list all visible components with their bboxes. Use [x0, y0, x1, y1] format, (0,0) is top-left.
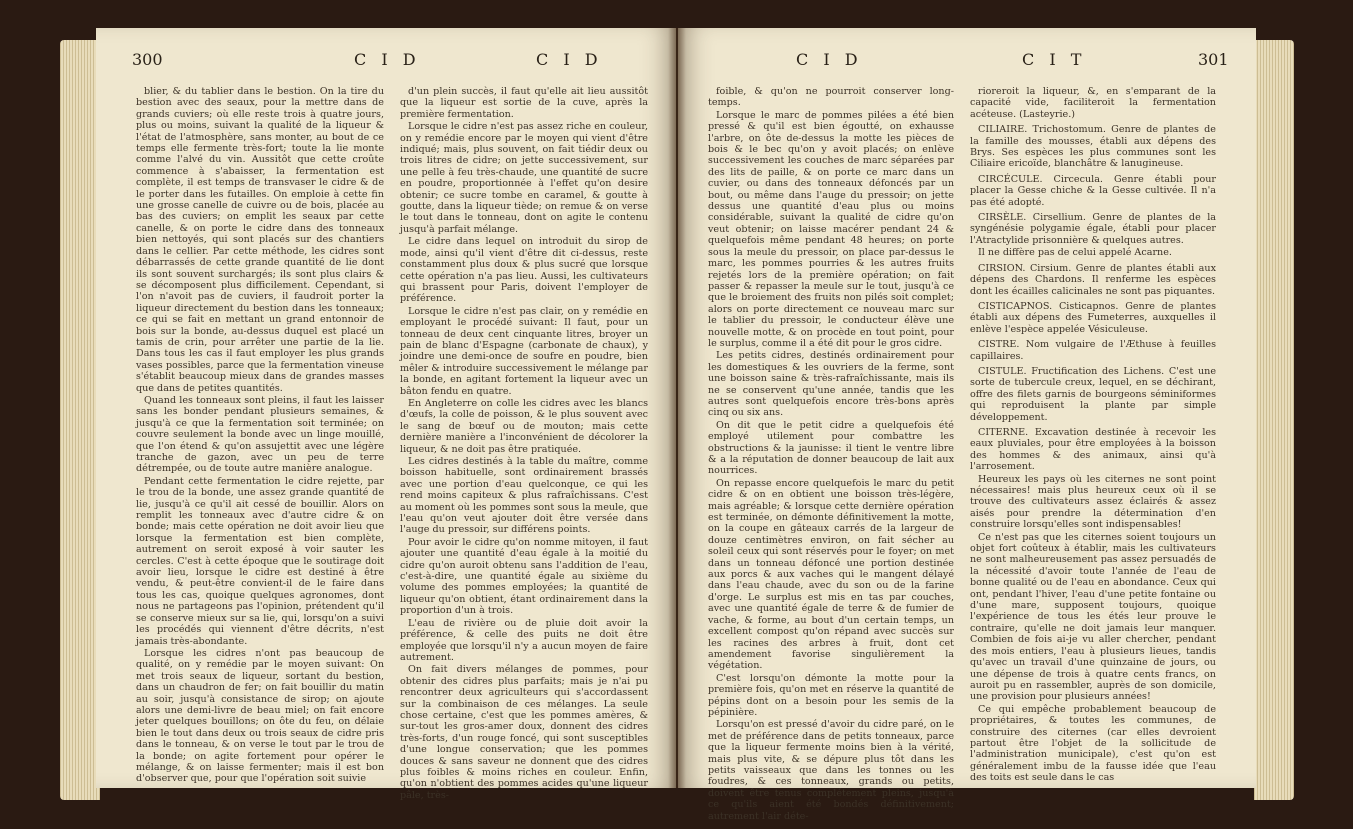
right-page-column-1	[708, 86, 954, 822]
paragraph: Heureux les pays où les citernes ne sont point nécessaires! mais plus heureux ceux où il se trouve des cultivateurs assez éclairés & assez aisés pour prendre la détermination d'en construire lorsqu'elles sont indispensables!	[970, 473, 1216, 531]
paragraph: Il ne diffère pas de celui appelé Acarne.	[978, 247, 1172, 259]
paragraph: foible, & qu'on ne pourroit conserver long-temps.	[708, 86, 954, 109]
paragraph: Lorsque les cidres n'ont pas beaucoup de qualité, on y remédie par le moyen suivant: On met trois seaux de liqueur, sortant du bestion, dans un chaudron de fer; on fait bouillir du matin au soir, jusqu'à consistance de sirop; on ajoute alors une demi-livre de beau miel; on fait encore jeter quelques bouillons; on ôte du feu, on délaie bien le tout dans deux ou trois seaux de cidre pris dans le tonneau, & on verse le tout par le trou de la bonde; on agite fortement pour opérer le mélange, & on laisse fermenter; mais il est bon d'observer que, pour que l'opération soit suivie	[136, 647, 384, 785]
paragraph: Le cidre dans lequel on introduit du sirop de mode, ainsi qu'il vient d'être dit ci-dessus, reste constamment plus doux & plus sucré que lorsque cette opération n'a pas lieu. Aussi, les cultivateurs qui brassent pour Paris, doivent l'employer de préférence.	[400, 236, 648, 305]
paragraph: L'eau de rivière ou de pluie doit avoir la préférence, & celle des puits ne doit être employée que lorsqu'il n'y a aucun moyen de faire autrement.	[400, 617, 648, 663]
paragraph: C'est lorsqu'on démonte la motte pour la première fois, qu'on met en réserve la quantité de pépins dont on a besoin pour les semis de la pépinière.	[708, 672, 954, 718]
paragraph: Lorsque le cidre n'est pas assez riche en couleur, on y remédie encore par le moyen qui vient d'être indiqué; mais, plus souvent, on fait tiédir deux ou trois litres de cidre; on jette successivement, sur une pelle à feu très-chaude, une quantité de sucre en poudre, proportionnée à l'effet qu'on desire obtenir; ce sucre tombe en caramel, & goutte à goutte, dans la liqueur tiède; on remue & on verse le tout dans le tonneau, dont on agite le contenu jusqu'à parfait mélange.	[400, 121, 648, 235]
paragraph: Lorsqu'on est pressé d'avoir du cidre paré, on le met de préférence dans de petits tonneaux, parce que la liqueur fermente moins bien à la vérité, mais plus vite, & se dépure plus tôt dans les petits vaisseaux que dans les tonnes ou les foudres, & ces tonneaux, grands ou petits, doivent être tenus complétement pleins, jusqu'à ce qu'ils aient été bondés définitivement; autrement l'air déte-	[708, 719, 954, 822]
page-number: 300	[132, 50, 163, 69]
paragraph: Les cidres destinés à la table du maître, comme boisson habituelle, sont ordinairement brassés avec une portion d'eau quelconque, ce qui les rend moins capiteux & plus rafraîchissans. C'est au moment où les pommes sont sous la meule, que l'eau qu'on veut ajouter doit être versée dans l'auge du pressoir, sur différens points.	[400, 456, 648, 536]
running-head-second: C I D	[536, 50, 603, 69]
dictionary-entry: CISTICAPNOS. Cisticapnos. Genre de plantes établi aux dépens des Fumeterres, auxquelles il enlève l'espèce appelée Vésiculeuse.	[970, 300, 1216, 335]
left-page-column-2	[400, 86, 648, 801]
left-page	[96, 28, 676, 801]
paragraph: rioreroit la liqueur, &, en s'emparant de la capacité vide, faciliteroit la fermentation acéteuse. (Lasteyrie.)	[970, 86, 1216, 120]
book-gutter	[668, 28, 686, 788]
paragraph: Pendant cette fermentation le cidre rejette, par le trou de la bonde, une assez grande quantité de lie, jusqu'à ce qu'il ait cessé de bouillir. Alors on remplit les tonneaux avec d'autre cidre & on bonde; mais cette opération ne doit avoir lieu que lorsque la fermentation est bien complète, autrement on seroit exposé à voir sauter les cercles. C'est à cette époque que le soutirage doit avoir lieu, lorsque le cidre est destiné à être vendu, & peut-être convient-il de le faire dans tous les cas, quoique quelques agronomes, dont nous ne partageons pas l'opinion, prétendent qu'il se conserve mieux sur sa lie, qui, lorsqu'on a suivi les procédés qui viennent d'être décrits, n'est jamais très-abondante.	[136, 475, 384, 647]
paragraph: Les petits cidres, destinés ordinairement pour les domestiques & les ouvriers de la ferme, sont une boisson saine & très-rafraîchissante, mais ils ne se conservent qu'une année, tandis que les autres sont quelquefois encore très-bons après cinq ou six ans.	[708, 350, 954, 419]
running-head: C I D	[796, 50, 863, 69]
right-page	[678, 28, 1256, 822]
running-head: C I D	[354, 50, 421, 69]
dictionary-entry: CIRCÉCULE. Circecula. Genre établi pour placer la Gesse chiche & la Gesse cultivée. Il n'a pas été adopté.	[970, 173, 1216, 208]
dictionary-entry: CITERNE. Excavation destinée à recevoir les eaux pluviales, pour être employées à la boisson des hommes & des animaux, ainsi qu'à l'arrosement.	[970, 426, 1216, 473]
paragraph: On dit que le petit cidre a quelquefois été employé utilement pour combattre les obstructions & la jaunisse: il tient le ventre libre & a la réputation de donner beaucoup de lait aux nourrices.	[708, 419, 954, 477]
running-head-second: C I T	[1022, 50, 1087, 69]
paragraph: Quand les tonneaux sont pleins, il faut les laisser sans les bonder pendant plusieurs semaines, & jusqu'à ce que la fermentation soit terminée; on couvre seulement la bonde avec un linge mouillé, que l'on étend & qu'on assujettit avec une légère tranche de gazon, avec un peu de terre détrempée, ou de toute autre manière analogue.	[136, 394, 384, 475]
right-page-column-2	[970, 86, 1216, 784]
paragraph: Ce qui empêche probablement beaucoup de propriétaires, & toutes les communes, de construire des citernes (car elles devroient partout être l'objet de la sollicitude de l'administration municipale), c'est qu'on est généralement imbu de la fausse idée que l'eau des toits est seule dans le cas	[970, 703, 1216, 784]
paragraph: En Angleterre on colle les cidres avec les blancs d'œufs, la colle de poisson, & le plus souvent avec le sang de bœuf ou de mouton; mais cette dernière manière a l'inconvénient de décolorer la liqueur, & ne doit pas être pratiquée.	[400, 397, 648, 455]
left-page-header	[96, 50, 676, 74]
dictionary-entry: CIRSÈLE. Cirsellium. Genre de plantes de la syngénésie polygamie égale, établi pour placer l'Atractylide prisonnière & quelques autres.	[970, 212, 1216, 246]
dictionary-entry: CIRSION. Cirsium. Genre de plantes établi aux dépens des Chardons. Il renferme les espèces dont les écailles calicinales ne sont pas piquantes.	[970, 262, 1216, 297]
paragraph: blier, & du tablier dans le bestion. On la tire du bestion avec des seaux, pour la mettre dans de grands cuviers; où elle reste trois à quatre jours, plus ou moins, suivant la qualité de la liqueur & l'état de l'atmosphère, sans monter, au bout de ce temps elle fermente très-fort; toute la lie monte comme l'alvé du vin. Aussitôt que cette croûte commence à s'abaisser, la fermentation est complète, il est temps de transvaser le cidre & de le porter dans les futailles. On emploie à cette fin une grosse canelle de cuivre ou de bois, placée au bas des cuviers; on emplit les seaux par cette canelle, & on porte le cidre dans des tonneaux bien nettoyés, qui sont placés sur des chantiers dans le cellier. Par cette méthode, les cidres sont débarrassés de cette grande quantité de lie dont ils sont souvent surchargés; ils sont plus clairs & se décomposent plus difficilement. Cependant, si l'on n'avoit pas de cuviers, il faudroit porter la liqueur directement du bestion dans les tonneaux; ce qui se fait en mettant un grand entonnoir de bois sur la bonde, au-dessus duquel est placé un tamis de crin, pour arrêter une partie de la lie. Dans tous les cas il faut employer les plus grands vases possibles, parce que la fermentation vineuse s'établit beaucoup mieux dans de grandes masses que dans de petites quantités.	[136, 86, 384, 394]
paragraph: On repasse encore quelquefois le marc du petit cidre & on en obtient une boisson très-légère, mais agréable; & lorsque cette dernière opération est terminée, on démonte définitivement la motte, on la coupe en gâteaux carrés de la largeur de douze centimètres environ, on fait sécher au soleil ceux qui sont réservés pour le foyer; on met dans un tonneau défoncé une portion destinée aux porcs & aux vaches qui le mangent délayé dans l'eau chaude, avec du son ou de la farine d'orge. Le surplus est mis en tas par couches, avec une quantité égale de terre & de fumier de vache, & forme, au bout d'un certain temps, un excellent compost qu'on répand avec succès sur les racines des arbres à fruit, dont cet amendement favorise singulièrement la végétation.	[708, 477, 954, 672]
paragraph: Lorsque le marc de pommes pilées a été bien pressé & qu'il est bien égoutté, on exhausse l'arbre, on ôte de-dessus la motte les pièces de bois & le bec qu'on y avoit placés; on enlève successivement les couches de marc séparées par des lits de paille, & on porte ce marc dans un cuvier, ou dans des tonneaux défoncés par un bout, ou même dans l'auge du pressoir; on jette dessus une quantité d'eau plus ou moins considérable, suivant la qualité de cidre qu'on veut obtenir; on laisse macérer pendant 24 & quelquefois même pendant 48 heures; on porte sous la meule du pressoir, on place par-dessus le marc, les pommes pourries & les autres fruits rejetés lors de la première opération; on fait passer & repasser la meule sur le tout, jusqu'à ce que le broiement des fruits non pilés soit complet; alors on porte directement ce nouveau marc sur le tablier du pressoir, le conducteur élève une nouvelle motte, & on procède en tout point, pour le surplus, comme il a été dit pour le gros cidre.	[708, 109, 954, 349]
paragraph: d'un plein succès, il faut qu'elle ait lieu aussitôt que la liqueur est sortie de la cuve, après la première fermentation.	[400, 86, 648, 120]
dictionary-entry: CISTULE. Fructification des Lichens. C'est une sorte de tubercule creux, lequel, en se déchirant, offre des filets garnis de bourgeons séminiformes qui reproduisent la plante par simple développement.	[970, 365, 1216, 423]
paragraph: Pour avoir le cidre qu'on nomme mitoyen, il faut ajouter une quantité d'eau égale à la moitié du cidre qu'on auroit obtenu sans l'addition de l'eau, c'est-à-dire, une quantité égale au sixième du volume des pommes employées; la quantité de liqueur qu'on obtient, étant ordinairement dans la proportion d'un à trois.	[400, 536, 648, 617]
dictionary-entry: CISTRE. Nom vulgaire de l'Æthuse à feuilles capillaires.	[970, 339, 1216, 362]
dictionary-entry: CILIAIRE. Trichostomum. Genre de plantes de la famille des mousses, établi aux dépens des Brys. Ses espèces les plus communes sont les Ciliaire ericoïde, blanchâtre & lanugineuse.	[970, 124, 1216, 170]
right-page-header	[678, 50, 1256, 74]
paragraph: Ce n'est pas que les citernes soient toujours un objet fort coûteux à établir, mais les cultivateurs ne sont malheureusement pas assez persuadés de la nécessité d'avoir toute l'année de l'eau de bonne qualité ou de l'eau en abondance. Ceux qui ont, pendant l'hiver, l'eau d'une petite fontaine ou d'une mare, supposent toujours, quoique l'expérience de tous les étés leur prouve le contraire, qu'elle ne doit jamais leur manquer. Combien de fois ai-je vu aller chercher, pendant des mois entiers, l'eau à plusieurs lieues, tandis qu'avec un travail d'une quinzaine de jours, ou une dépense de trois à quatre cents francs, on auroit pu en rassembler, auprès de son domicile, une provision pour plusieurs années!	[970, 531, 1216, 703]
paragraph: Lorsque le cidre n'est pas clair, on y remédie en employant le procédé suivant: Il faut, pour un tonneau de deux cent cinquante litres, broyer un pain de blanc d'Espagne (carbonate de chaux), y joindre une demi-once de soufre en poudre, bien mêler & introduire successivement le mélange par la bonde, en agitant fortement la liqueur avec un bâton fendu en quatre.	[400, 305, 648, 397]
page-number: 301	[1198, 50, 1229, 69]
page-edges-right	[1254, 40, 1294, 800]
left-page-column-1	[136, 86, 384, 785]
page-edges-left	[60, 40, 100, 800]
paragraph: On fait divers mélanges de pommes, pour obtenir des cidres plus parfaits; mais je n'ai pu rencontrer deux agriculteurs qui s'accordassent sur la combinaison de ces mélanges. La seule chose certaine, c'est que les pommes amères, & sur-tout les gros-amer doux, donnent des cidres très-forts, d'un rouge foncé, qui sont susceptibles d'une longue conservation; que les pommes douces & sans saveur ne donnent que des cidres plus foibles & moins riches en couleur. Enfin, qu'on n'obtient des pommes acides qu'une liqueur pâle, très-	[400, 664, 648, 801]
